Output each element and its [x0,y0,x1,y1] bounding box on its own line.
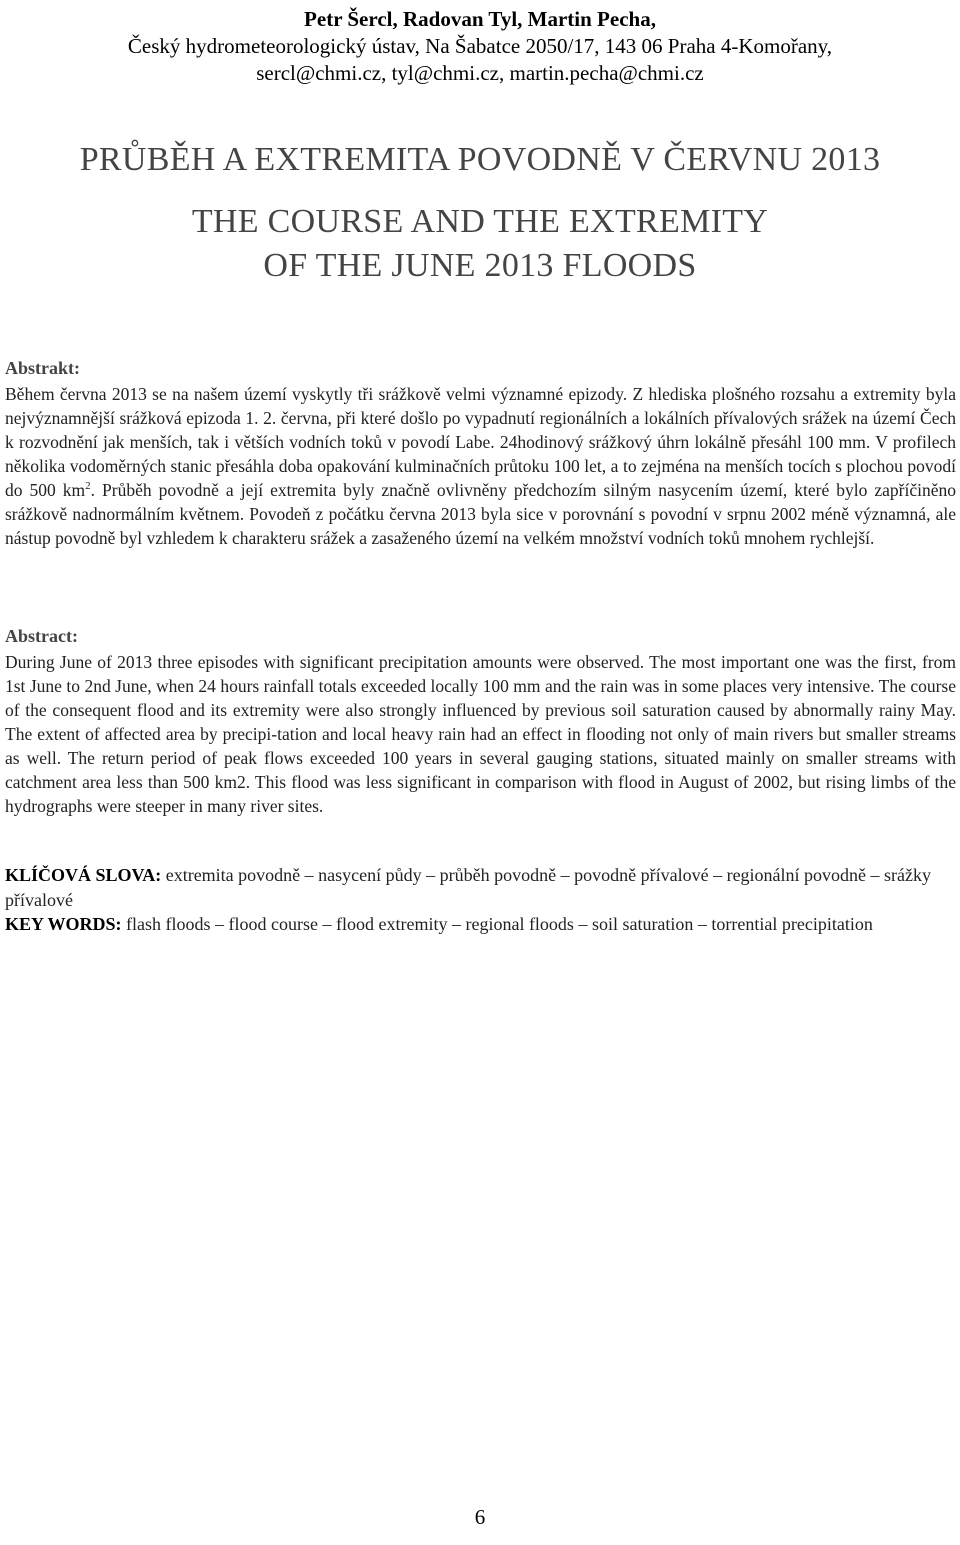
title-english [0,200,960,288]
superscript: 2 [85,480,91,493]
affiliation: Český hydrometeorologický ústav, Na Šabatce 2050/17, 143 06 Praha 4-Komořany, [127,34,833,58]
title-czech: PRŮBĚH A EXTREMITA POVODNĚ V ČERVNU 2013 [79,141,881,178]
keywords-en-text: flash floods – flood course – flood extremity – regional floods – soil saturation – torrential precipitation [121,914,873,934]
authors: Petr Šercl, Radovan Tyl, Martin Pecha, [304,7,656,31]
abstract-cz-text [5,382,956,550]
abstract-cz-label: Abstrakt: [5,358,80,378]
keywords-en [5,912,956,937]
abstract-cz-text-a: Během června 2013 se na našem území vyskytly tři srážkově velmi významné epizody. Z hlediska plošného rozsahu a extremity byla nejvýznamnější srážková epizoda 1. 2. června, při které došlo po vypadnutí regionálních a lokálních přívalových srážek na území Čech k rozvodnění jak menších, tak i větších vodních toků v povodí Labe. 24hodinový srážkový úhrn lokálně přesáhl 100 mm. V profilech několika vodoměrných stanic přesáhla doba opakování kulminačních průtoku 100 let, a to zejména na menších tocích s plochou povodí do 500 km [5,384,956,500]
title-english-line1: THE COURSE AND THE EXTREMITY [191,203,769,240]
keywords-cz [5,863,956,913]
keywords-cz-text: extremita povodně – nasycení půdy – průběh povodně – povodně přívalové – regionální povodně – srážky přívalové [5,865,932,910]
keywords-en-label: KEY WORDS: [5,914,122,934]
header [0,6,960,86]
keywords-cz-label: KLÍČOVÁ SLOVA: [5,865,162,885]
abstract-cz-text-b: . Průběh povodně a její extremita byly značně ovlivněny předchozím silným nasycením území, které bylo zapříčiněno srážkově nadnormálním květnem. Povodeň z počátku června 2013 byla sice v porovnání s povodní v srpnu 2002 méně významná, ale nástup povodně byl vzhledem k charakteru srážek a zasaženého území na velkém množství vodních toků mnohem rychlejší. [5,480,956,548]
abstract-en-text: During June of 2013 three episodes with significant precipitation amounts were observed. The most important one was the first, from 1st June to 2nd June, when 24 hours rainfall totals exceeded locally 100 mm and the rain was in some places very intensive. The course of the consequent flood and its extremity were also strongly influenced by previous soil saturation caused by abnormally rainy May. The extent of affected area by precipi-tation and local heavy rain had an effect in flooding not only of main rivers but smaller streams as well. The return period of peak flows exceeded 100 years in several gauging stations, situated mainly on smaller streams with catchment area less than 500 km2. This flood was less significant in comparison with flood in August of 2002, but rising limbs of the hydrographs were steeper in many river sites. [5,652,956,816]
abstract-en-label: Abstract: [5,626,78,646]
emails: sercl@chmi.cz, tyl@chmi.cz, martin.pecha@chmi.cz [256,61,704,85]
title-english-line2: OF THE JUNE 2013 FLOODS [263,247,697,284]
page-number: 6 [474,1505,486,1529]
